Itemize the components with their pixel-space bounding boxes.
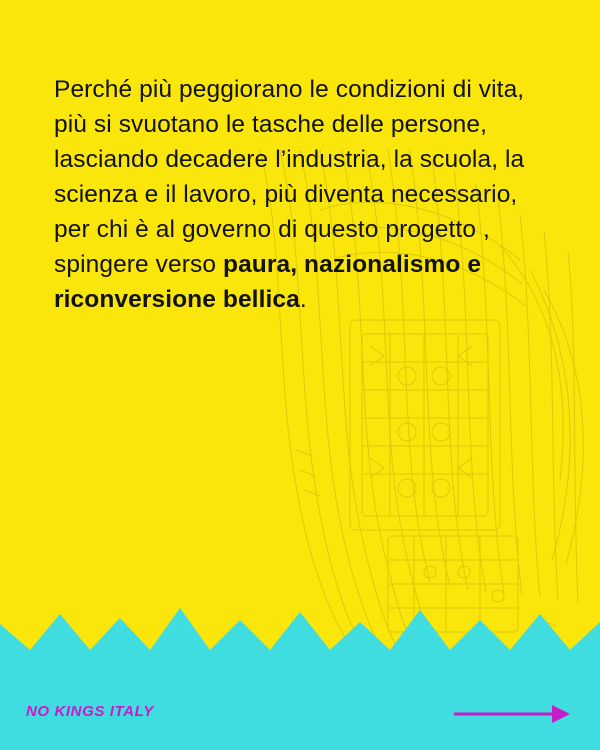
arrow-right-icon [452, 700, 572, 728]
footer-label: NO KINGS ITALY [26, 703, 154, 720]
zigzag-divider [0, 604, 600, 650]
body-text-emphasis: paura, nazionalismo e riconversione bellica [54, 251, 482, 313]
poster-body-text [54, 72, 528, 317]
body-text-lead: Perché più peggiorano le condizioni di vita, più si svuotano le tasche delle persone, lasciando decadere l’industria, la scuola, la scienza e il lavoro, più diventa necessario, per chi è al governo di questo progetto , spingere verso [54, 76, 525, 278]
body-text-tail: . [299, 286, 307, 313]
